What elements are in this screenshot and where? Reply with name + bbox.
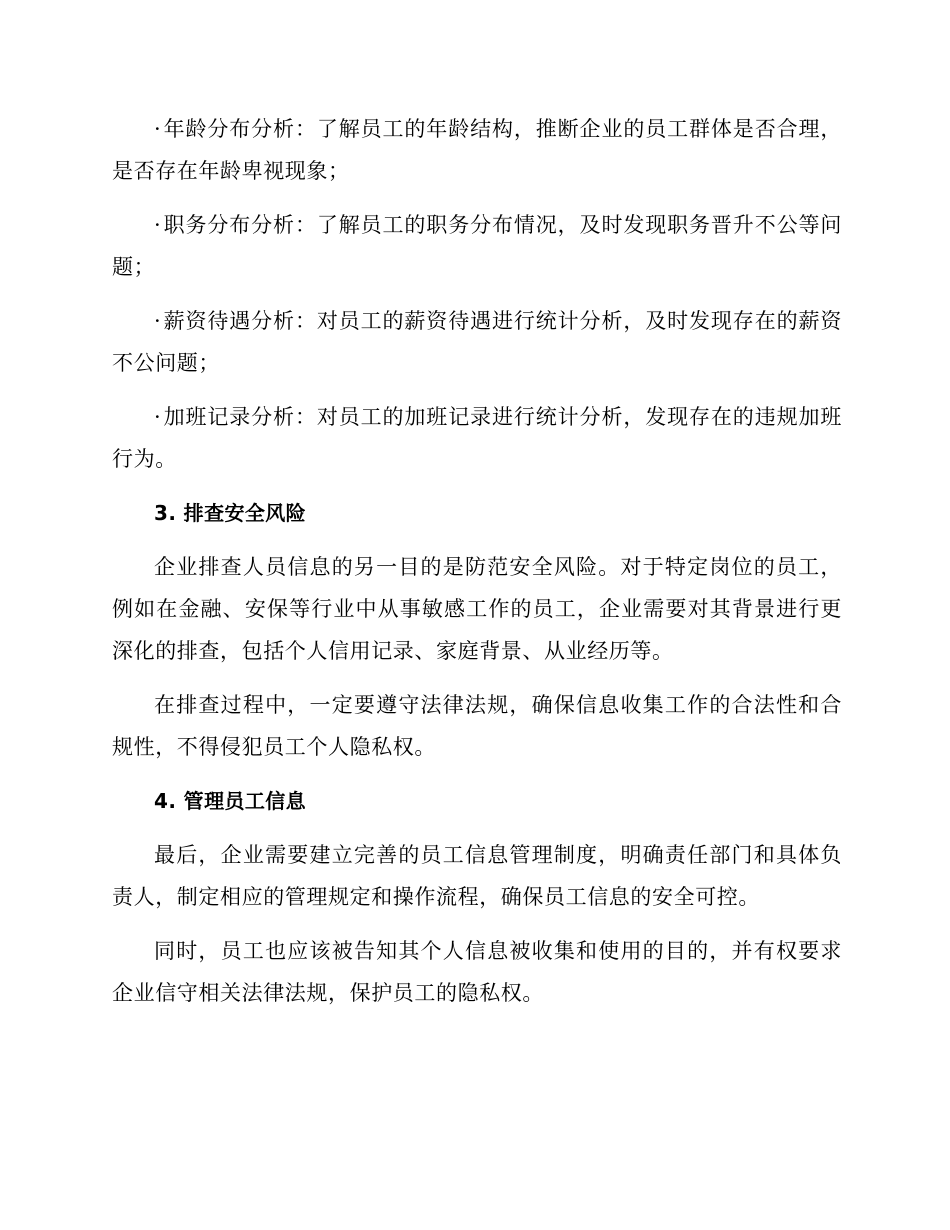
bullet-text: 薪资待遇分析：对员工的薪资待遇进行统计分析，及时发现存在的薪资不公问题； — [112, 309, 842, 375]
section-4-paragraph: 同时，员工也应该被告知其个人信息被收集和使用的目的，并有权要求企业信守相关法律法规，保护员工的隐私权。 — [112, 939, 842, 1005]
bullet-item — [112, 300, 842, 384]
bullet-dot: · — [154, 117, 162, 141]
bullet-text: 加班记录分析：对员工的加班记录进行统计分析，发现存在的违规加班行为。 — [112, 405, 842, 471]
section-4-paragraph: 最后，企业需要建立完善的员工信息管理制度，明确责任部门和具体负责人，制定相应的管理规定和操作流程，确保员工信息的安全可控。 — [112, 843, 842, 909]
bullet-dot: · — [154, 309, 162, 333]
section-3-paragraph: 在排查过程中，一定要遵守法律法规，确保信息收集工作的合法性和合规性，不得侵犯员工个人隐私权。 — [112, 693, 842, 759]
bullet-text: 职务分布分析：了解员工的职务分布情况，及时发现职务晋升不公等问题； — [112, 213, 842, 279]
document-body — [112, 108, 842, 1026]
bullet-item — [112, 396, 842, 480]
section-heading-3: 3. 排查安全风险 — [154, 501, 307, 525]
bullet-text: 年龄分布分析：了解员工的年龄结构，推断企业的员工群体是否合理，是否存在年龄卑视现象； — [112, 117, 842, 183]
bullet-item — [112, 108, 842, 192]
bullet-dot: · — [154, 213, 162, 237]
section-heading-4: 4. 管理员工信息 — [154, 789, 307, 813]
section-3-paragraph: 企业排查人员信息的另一目的是防范安全风险。对于特定岗位的员工，例如在金融、安保等行业中从事敏感工作的员工，企业需要对其背景进行更深化的排查，包括个人信用记录、家庭背景、从业经历等。 — [112, 555, 842, 663]
bullet-item — [112, 204, 842, 288]
bullet-dot: · — [154, 405, 162, 429]
